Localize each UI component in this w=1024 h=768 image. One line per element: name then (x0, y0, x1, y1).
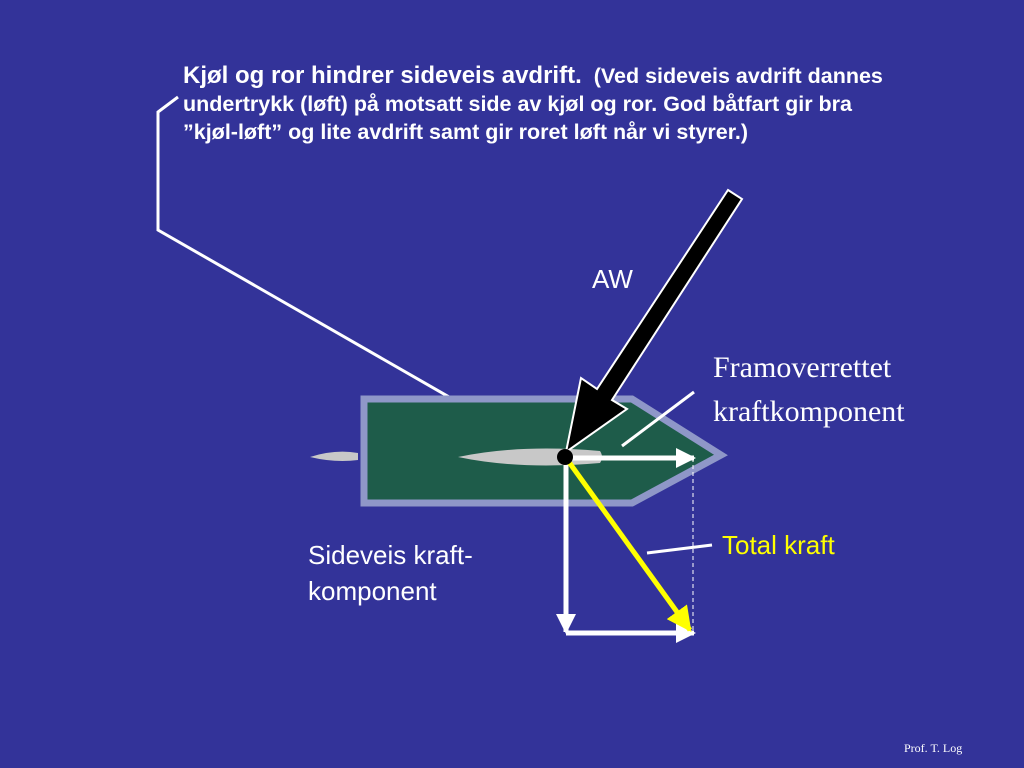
sideways-component-label (308, 537, 473, 609)
sideways-label-line1: Sideveis kraft- (308, 540, 473, 570)
center-of-effort-dot (557, 449, 573, 465)
intro-lead: Kjøl og ror hindrer sideveis avdrift. (183, 62, 582, 89)
intro-text (183, 62, 903, 146)
total-force-label: Total kraft (722, 530, 835, 560)
rudder-shape (310, 452, 358, 461)
sideways-label-line2: komponent (308, 576, 437, 606)
total-label-leader (647, 545, 712, 553)
forward-component-label (713, 346, 905, 434)
forward-label-line1: Framoverrettet (713, 351, 892, 384)
footer-author: Prof. T. Log (904, 741, 963, 755)
forward-label-line2: kraftkomponent (713, 395, 905, 428)
intro-detail: (Ved sideveis avdrift dannes undertrykk (løft) på motsatt side av kjøl og ror. God båtfart gir bra ”kjøl-løft” og lite avdrift samt gir roret løft når vi styrer.) (183, 64, 883, 144)
aw-label: AW (592, 264, 633, 294)
